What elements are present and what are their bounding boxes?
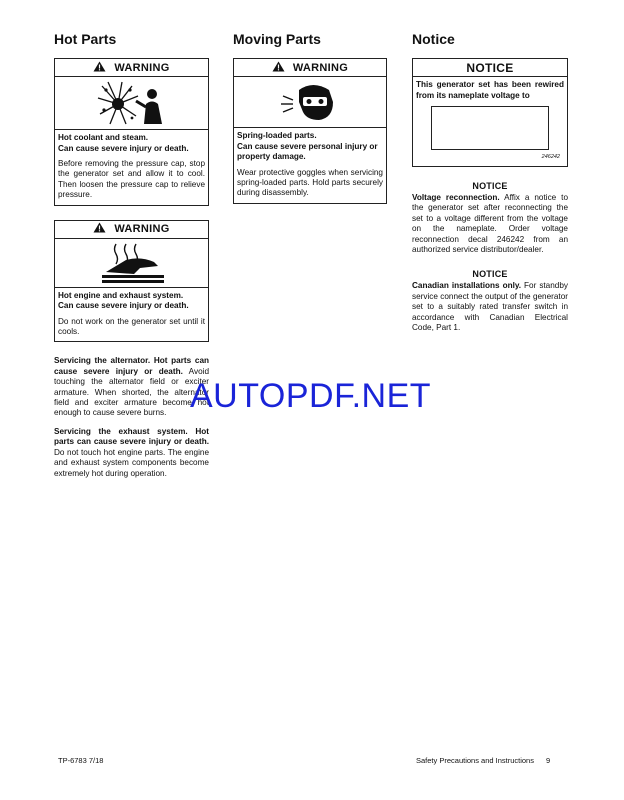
warning-label: WARNING [114, 61, 170, 74]
alternator-paragraph-lead: Servicing the alternator. Hot parts can cause severe injury or death. [54, 356, 209, 376]
hazard-title: Hot coolant and steam. [58, 133, 149, 142]
canadian-installations-lead: Canadian installations only. [412, 281, 522, 291]
notice-column [412, 30, 568, 341]
notice-title: NOTICE [472, 181, 508, 191]
hazard-instruction: Wear protective goggles when servicing spring-loaded parts. Hold parts securely during disassembly. [237, 167, 383, 198]
notice-title: NOTICE [472, 269, 508, 280]
exhaust-paragraph [54, 427, 209, 479]
warning-label: WARNING [114, 223, 170, 236]
voltage-reconnection-paragraph [412, 193, 568, 255]
hot-surface-icon [55, 239, 208, 288]
exhaust-paragraph-lead: Servicing the exhaust system. Hot parts can cause severe injury or death. [54, 426, 209, 447]
hazard-consequence: Can cause severe injury or death. [58, 143, 189, 153]
warning-triangle-icon [272, 61, 285, 75]
steam-burst-icon [55, 77, 208, 130]
voltage-reconnection-lead: Voltage reconnection. [412, 193, 500, 202]
warning-label: WARNING [292, 61, 349, 74]
warning-box-steam [54, 58, 209, 206]
warning-box-spring-loaded [233, 58, 387, 204]
canadian-installations-paragraph [412, 281, 568, 333]
hot-parts-column [54, 30, 209, 487]
hazard-title: Hot engine and exhaust system. [58, 290, 184, 300]
warning-triangle-icon [93, 222, 106, 236]
hazard-instruction: Before removing the pressure cap, stop the generator set and allow it to cool. Then loosen the pressure cap to relieve pressure. [58, 159, 205, 200]
notice-heading: Notice [412, 31, 455, 47]
alternator-paragraph-text: Avoid touching the alternator field or exciter armature. When shorted, the alternator field and exciter armature become hot enough to cause severe burns. [54, 366, 210, 418]
footer-doc-number: TP-6783 7/18 [58, 756, 104, 765]
warning-header [234, 59, 386, 77]
alternator-paragraph [54, 356, 209, 418]
hazard-consequence: Can cause severe personal injury or property damage. [237, 141, 378, 161]
warning-box-hot-engine [54, 220, 209, 343]
footer-section [416, 756, 550, 765]
hazard-title: Spring-loaded parts. [237, 131, 317, 140]
warning-header [55, 221, 208, 239]
protective-goggles-icon [234, 77, 386, 128]
moving-parts-column [233, 30, 387, 218]
voltage-reconnection-text: Affix a notice to the generator set after reconnecting the set to a voltage different from the voltage on the nameplate. Order voltage reconnection decal 246242 from an authorized service distributor/dealer. [412, 193, 568, 255]
voltage-entry-box [431, 106, 549, 150]
page-number: 9 [545, 756, 551, 765]
decal-number: 246242 [541, 154, 560, 160]
notice-decal-text: This generator set has been rewired from its nameplate voltage to [416, 80, 564, 100]
warning-header [55, 59, 208, 77]
moving-parts-heading: Moving Parts [233, 31, 321, 47]
exhaust-paragraph-text: Do not touch hot engine parts. The engine and exhaust system components become extremely hot during operation. [54, 447, 209, 478]
hazard-consequence: Can cause severe injury or death. [58, 301, 189, 311]
canadian-installations-text: For standby service connect the output of the generator set to a suitably rated transfer switch in accordance with Canadian Electrical Code, Part 1. [412, 281, 568, 333]
watermark: AUTOPDF.NET [190, 377, 432, 415]
hot-parts-heading: Hot Parts [54, 31, 117, 47]
notice-decal-box [412, 58, 568, 167]
notice-decal-header: NOTICE [413, 59, 567, 77]
hazard-instruction: Do not work on the generator set until it cools. [58, 316, 205, 337]
footer-section-title: Safety Precautions and Instructions [416, 756, 534, 765]
warning-triangle-icon [93, 61, 106, 75]
